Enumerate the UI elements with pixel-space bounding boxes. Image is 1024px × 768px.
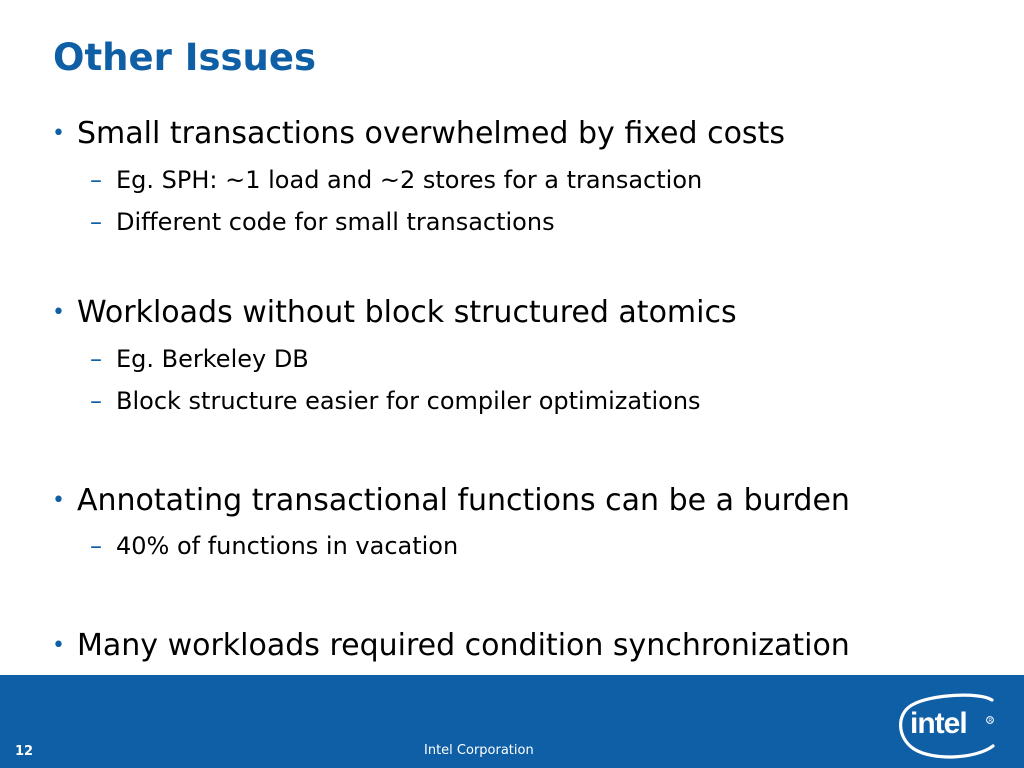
- sub-bullet-marker: –: [90, 387, 102, 415]
- bullet-item: [52, 626, 850, 666]
- sub-bullet-text: Eg. Berkeley DB: [116, 345, 309, 373]
- bullet-marker: •: [52, 121, 65, 146]
- svg-text:R: R: [988, 718, 993, 724]
- sub-bullet-marker: –: [90, 166, 102, 194]
- bullet-text: Workloads without block structured atomics: [77, 295, 737, 330]
- sub-bullet-item: [90, 207, 555, 237]
- sub-bullet-text: Different code for small transactions: [116, 208, 555, 236]
- sub-bullet-marker: –: [90, 345, 102, 373]
- intel-logo: [898, 691, 1004, 761]
- sub-bullet-marker: –: [90, 208, 102, 236]
- slide-title: Other Issues: [53, 36, 316, 79]
- sub-bullet-text: Eg. SPH: ~1 load and ~2 stores for a transaction: [116, 166, 703, 194]
- slide-footer: [0, 675, 1024, 768]
- bullet-item: [52, 481, 850, 521]
- sub-bullet-item: [90, 531, 458, 561]
- sub-bullet-item: [90, 165, 702, 195]
- sub-bullet-item: [90, 386, 701, 416]
- sub-bullet-text: Block structure easier for compiler optimizations: [116, 387, 701, 415]
- bullet-marker: •: [52, 633, 65, 658]
- bullet-item: [52, 293, 737, 333]
- sub-bullet-marker: –: [90, 532, 102, 560]
- slide-number: 12: [15, 744, 34, 759]
- sub-bullet-text: 40% of functions in vacation: [116, 532, 459, 560]
- bullet-text: Many workloads required condition synchronization: [77, 628, 850, 663]
- sub-bullet-item: [90, 344, 309, 374]
- bullet-text: Annotating transactional functions can be a burden: [77, 483, 850, 518]
- bullet-marker: •: [52, 300, 65, 325]
- bullet-text: Small transactions overwhelmed by fixed costs: [77, 116, 785, 151]
- logo-wordmark: intel: [910, 707, 967, 740]
- company-name: Intel Corporation: [424, 743, 534, 758]
- bullet-item: [52, 114, 785, 154]
- bullet-marker: •: [52, 488, 65, 513]
